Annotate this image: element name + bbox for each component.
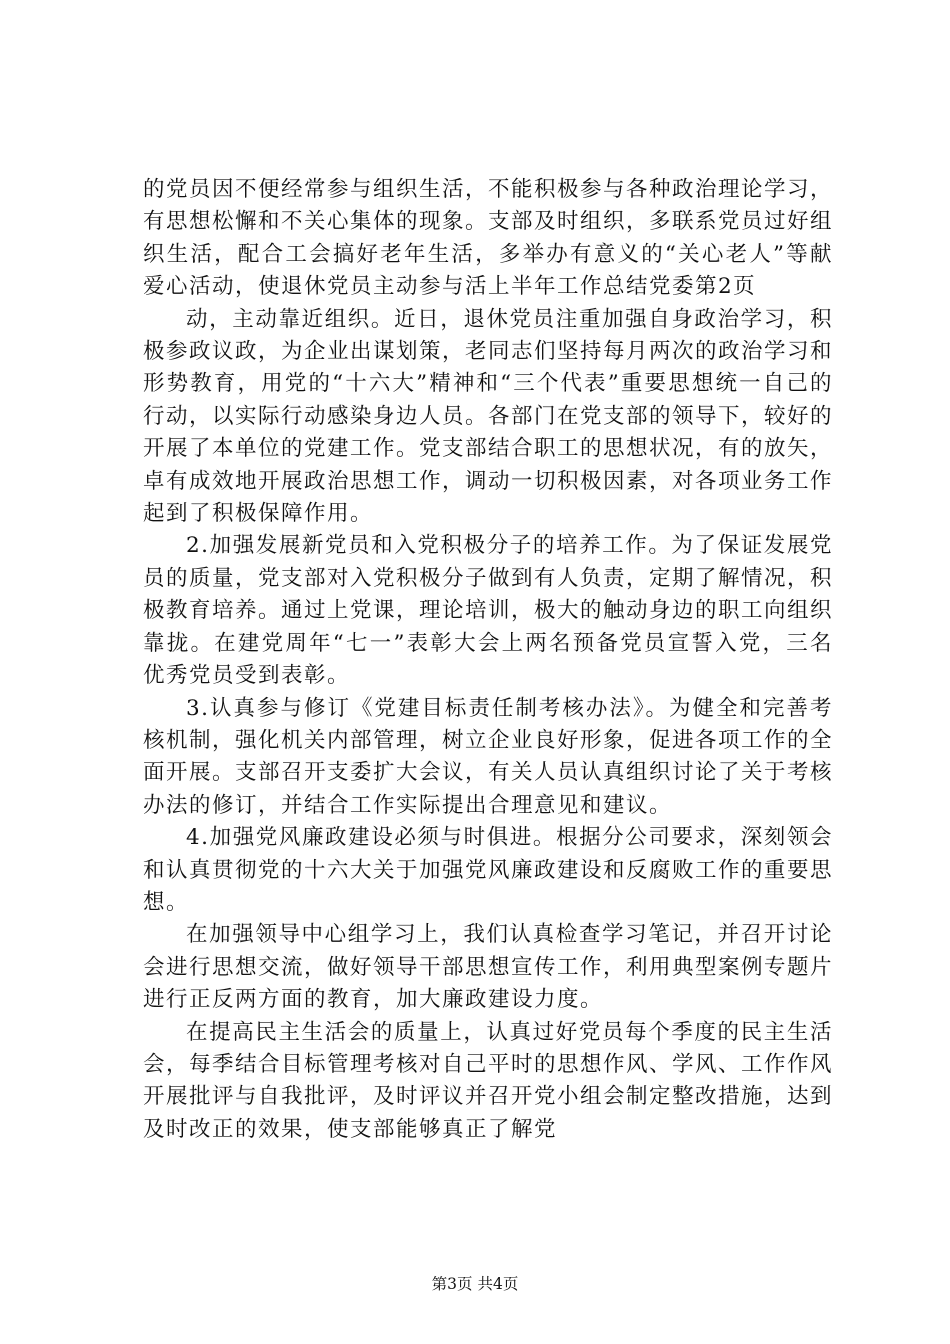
paragraph: 的党员因不便经常参与组织生活，不能积极参与各种政治理论学习，有思想松懈和不关心集体的现象。支部及时组织，多联系党员过好组织生活，配合工会搞好老年生活，多举办有意义的“关心老人”等献爱心活动，使退休党员主动参与活上半年工作总结党委第2页 [143, 177, 834, 300]
document-body [143, 174, 833, 1146]
paragraph: 在提高民主生活会的质量上，认真过好党员每个季度的民主生活会，每季结合目标管理考核对自己平时的思想作风、学风、工作作风开展批评与自我批评，及时评议并召开党小组会制定整改措施，达到及时改正的效果，使支部能够真正了解党 [143, 1019, 834, 1142]
page-footer [0, 1274, 950, 1294]
paragraph: 4.加强党风廉政建设必须与时俱进。根据分公司要求，深刻领会和认真贯彻党的十六大关于加强党风廉政建设和反腐败工作的重要思想。 [143, 825, 834, 915]
paragraph: 3.认真参与修订《党建目标责任制考核办法》。为健全和完善考核机制，强化机关内部管理，树立企业良好形象，促进各项工作的全面开展。支部召开支委扩大会议，有关人员认真组织讨论了关于考核办法的修订，并结合工作实际提出合理意见和建议。 [143, 695, 834, 818]
page-number-label: 第3页 共4页 [431, 1275, 519, 1293]
paragraph: 动，主动靠近组织。近日，退休党员注重加强自身政治学习，积极参政议政，为企业出谋划策，老同志们坚持每月两次的政治学习和形势教育，用党的“十六大”精神和“三个代表”重要思想统一自己的行动，以实际行动感染身边人员。各部门在党支部的领导下，较好的开展了本单位的党建工作。党支部结合职工的思想状况，有的放矢，卓有成效地开展政治思想工作，调动一切积极因素，对各项业务工作起到了积极保障作用。 [143, 306, 834, 527]
paragraph: 在加强领导中心组学习上，我们认真检查学习笔记，并召开讨论会进行思想交流，做好领导干部思想宣传工作，利用典型案例专题片进行正反两方面的教育，加大廉政建设力度。 [143, 922, 834, 1013]
paragraph: 2.加强发展新党员和入党积极分子的培养工作。为了保证发展党员的质量，党支部对入党积极分子做到有人负责，定期了解情况，积极教育培养。通过上党课，理论培训，极大的触动身边的职工向组织靠拢。在建党周年“七一”表彰大会上两名预备党员宣誓入党，三名优秀党员受到表彰。 [143, 533, 834, 689]
